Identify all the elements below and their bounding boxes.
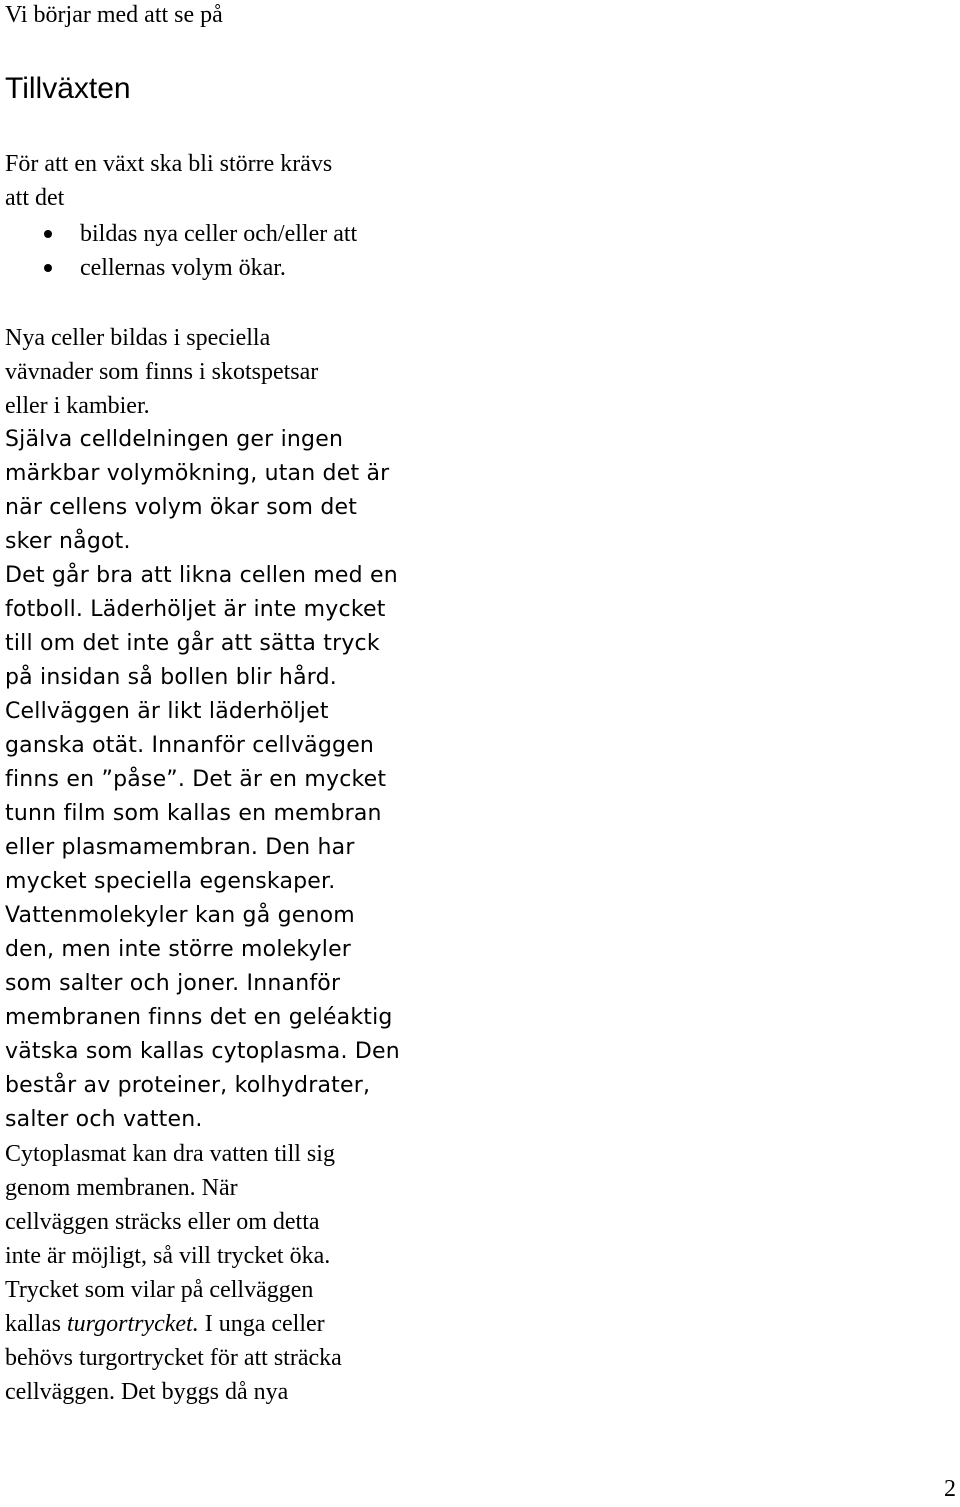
body-line: vävnader som finns i skotspetsar	[5, 359, 319, 385]
bullet-text: bildas nya celler och/eller att	[80, 221, 358, 247]
section-heading: Tillväxten	[5, 72, 131, 105]
body-line: på insidan så bollen blir hård.	[5, 665, 337, 690]
body-line-part: kallas	[5, 1311, 67, 1337]
page-number: 2	[944, 1476, 956, 1502]
body-line: till om det inte går att sätta tryck	[5, 631, 380, 656]
body-line: salter och vatten.	[5, 1107, 203, 1132]
body-line: när cellens volym ökar som det	[5, 495, 358, 520]
paragraph-line: För att en växt ska bli större krävs	[5, 151, 333, 177]
bullet-dot-icon	[44, 230, 52, 238]
body-line	[5, 1307, 435, 1341]
body-line: cellväggen sträcks eller om detta	[5, 1209, 320, 1235]
body-text	[5, 321, 435, 1409]
body-line: behövs turgortrycket för att sträcka	[5, 1345, 342, 1371]
body-line: Vattenmolekyler kan gå genom	[5, 903, 355, 928]
turgor-term: turgortrycket.	[66, 1311, 199, 1337]
body-line: Nya celler bildas i speciella	[5, 325, 271, 351]
body-line: finns en ”påse”. Det är en mycket	[5, 767, 387, 792]
body-line: den, men inte större molekyler	[5, 937, 352, 962]
body-line: som salter och joner. Innanför	[5, 971, 341, 996]
body-line: Själva celldelningen ger ingen	[5, 427, 344, 452]
body-line: cellväggen. Det byggs då nya	[5, 1379, 289, 1405]
paragraph-intro	[5, 147, 435, 215]
body-line: märkbar volymökning, utan det är	[5, 461, 390, 486]
body-line-part: I unga celler	[198, 1311, 325, 1337]
body-line: sker något.	[5, 529, 131, 554]
body-line: vätska som kallas cytoplasma. Den	[5, 1039, 400, 1064]
bullet-text: cellernas volym ökar.	[80, 255, 286, 281]
body-line: består av proteiner, kolhydrater,	[5, 1073, 371, 1098]
body-line: Trycket som vilar på cellväggen	[5, 1277, 314, 1303]
intro-text: Vi börjar med att se på	[5, 2, 223, 28]
body-line: eller i kambier.	[5, 393, 150, 419]
body-line: inte är möjligt, så vill trycket öka.	[5, 1243, 331, 1269]
body-line: tunn film som kallas en membran	[5, 801, 382, 826]
body-line: Det går bra att likna cellen med en	[5, 563, 398, 588]
body-line: eller plasmamembran. Den har	[5, 835, 355, 860]
body-line: Cellväggen är likt läderhöljet	[5, 699, 329, 724]
body-line: mycket speciella egenskaper.	[5, 869, 336, 894]
body-line: genom membranen. När	[5, 1175, 238, 1201]
bullet-dot-icon	[44, 264, 52, 272]
body-line: ganska otät. Innanför cellväggen	[5, 733, 375, 758]
body-line: Cytoplasmat kan dra vatten till sig	[5, 1141, 335, 1167]
paragraph-line: att det	[5, 185, 65, 211]
body-line: membranen finns det en geléaktig	[5, 1005, 393, 1030]
body-line: fotboll. Läderhöljet är inte mycket	[5, 597, 386, 622]
